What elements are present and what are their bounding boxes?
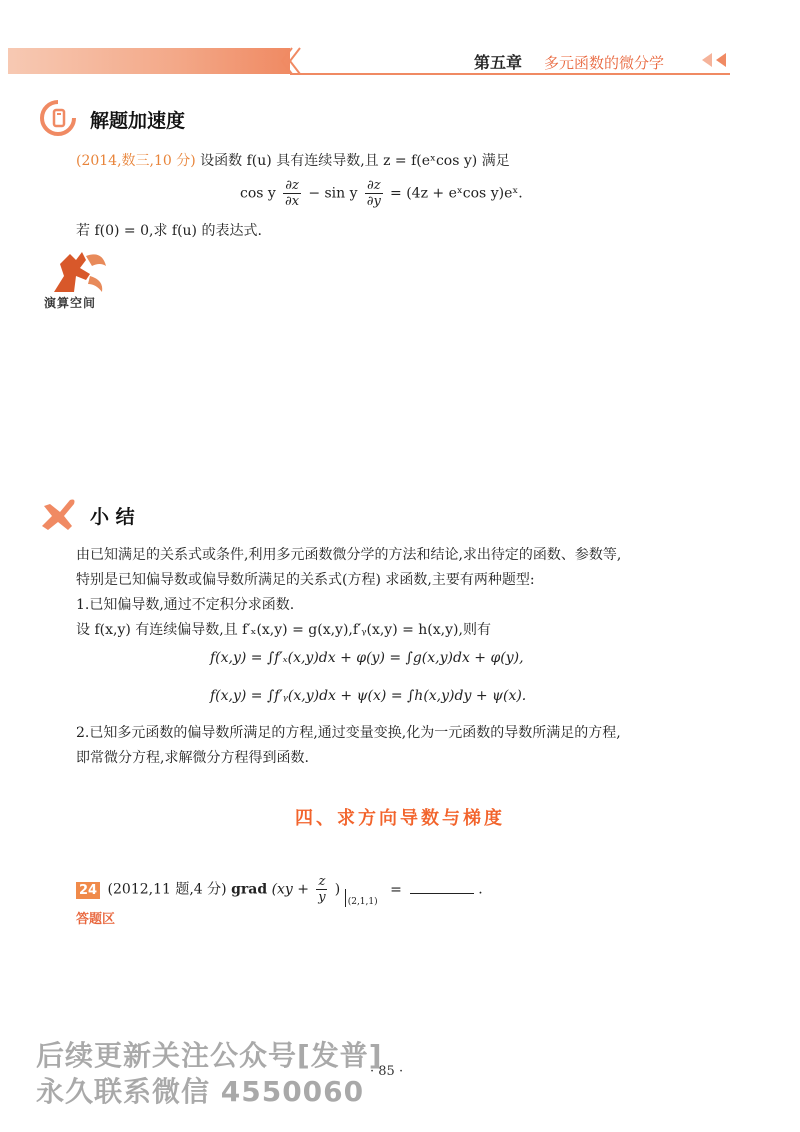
watermark-line2: 永久联系微信 4550060	[36, 1075, 365, 1108]
grad-expr-post: )	[334, 881, 341, 898]
eq-rhs: = (4z + eˣcos y)eˣ.	[390, 185, 523, 202]
grad-operator: grad	[231, 881, 268, 898]
summary-para1-line2: 特别是已知偏导数或偏导数所满足的关系式(方程) 求函数,主要有两种题型:	[76, 572, 535, 588]
problem-intro	[76, 150, 510, 172]
equals-sign: =	[390, 881, 402, 898]
answer-area-label: 答题区	[76, 912, 116, 927]
formula-1: f(x,y) = ∫f′ₓ(x,y)dx + φ(y) = ∫g(x,y)dx + φ(y),	[210, 650, 524, 666]
watermark-line1: 后续更新关注公众号[发普]	[36, 1039, 383, 1072]
eq-cos-y: cos y	[240, 185, 276, 202]
eq-sin-y: − sin y	[308, 185, 358, 202]
summary-para1-line1: 由已知满足的关系式或条件,利用多元函数微分学的方法和结论,求出待定的函数、参数等,	[76, 547, 622, 563]
question-source: (2012,11 题,4 分)	[107, 881, 227, 898]
question-end: .	[478, 881, 483, 898]
question-24	[76, 874, 483, 907]
page-number: · 85 ·	[370, 1064, 404, 1079]
pde-equation	[240, 178, 523, 209]
frac-z-over-y: $\frac{z}{y}$	[318, 874, 326, 905]
answer-blank[interactable]	[410, 893, 474, 894]
partial-z-x: $\frac{\partial z}{\partial x}$	[285, 178, 300, 209]
section-title-speedup: 解题加速度	[90, 110, 186, 132]
problem-source: (2014,数三,10 分)	[76, 153, 196, 169]
section-title-summary: 小 结	[90, 506, 135, 528]
summary-item1: 1.已知偏导数,通过不定积分求函数.	[76, 597, 295, 613]
problem-intro-text: 设函数 f(u) 具有连续导数,且 z = f(eˣcos y) 满足	[200, 153, 510, 169]
partial-z-y: $\frac{\partial z}{\partial y}$	[366, 178, 381, 209]
chapter-number: 第五章	[474, 53, 523, 72]
summary-item1-detail: 设 f(x,y) 有连续偏导数,且 f′ₓ(x,y) = g(x,y),f′ᵧ(x,y) = h(x,y),则有	[76, 622, 491, 638]
eval-point: (2,1,1)	[345, 889, 378, 907]
formula-2: f(x,y) = ∫f′ᵧ(x,y)dx + ψ(x) = ∫h(x,y)dy + ψ(x).	[210, 688, 527, 704]
double-triangle-icon	[700, 52, 730, 68]
section-banner: 四、求方向导数与梯度	[295, 808, 505, 829]
double-chevron-icon	[278, 46, 302, 76]
kungfu-figure-icon	[46, 246, 110, 296]
grad-expr-pre: (xy +	[271, 881, 310, 898]
question-number-badge: 24	[76, 882, 100, 899]
calc-space-label: 演算空间	[44, 296, 97, 310]
stopwatch-icon	[38, 98, 80, 138]
summary-item2-line1: 2.已知多元函数的偏导数所满足的方程,通过变量变换,化为一元函数的导数所满足的方程,	[76, 725, 621, 741]
chapter-title: 多元函数的微分学	[544, 54, 665, 72]
airplane-icon	[38, 496, 78, 532]
problem-question: 若 f(0) = 0,求 f(u) 的表达式.	[76, 223, 262, 239]
header-bar	[8, 48, 290, 74]
summary-item2-line2: 即常微分方程,求解微分方程得到函数.	[76, 750, 309, 766]
header-rule	[290, 73, 730, 75]
